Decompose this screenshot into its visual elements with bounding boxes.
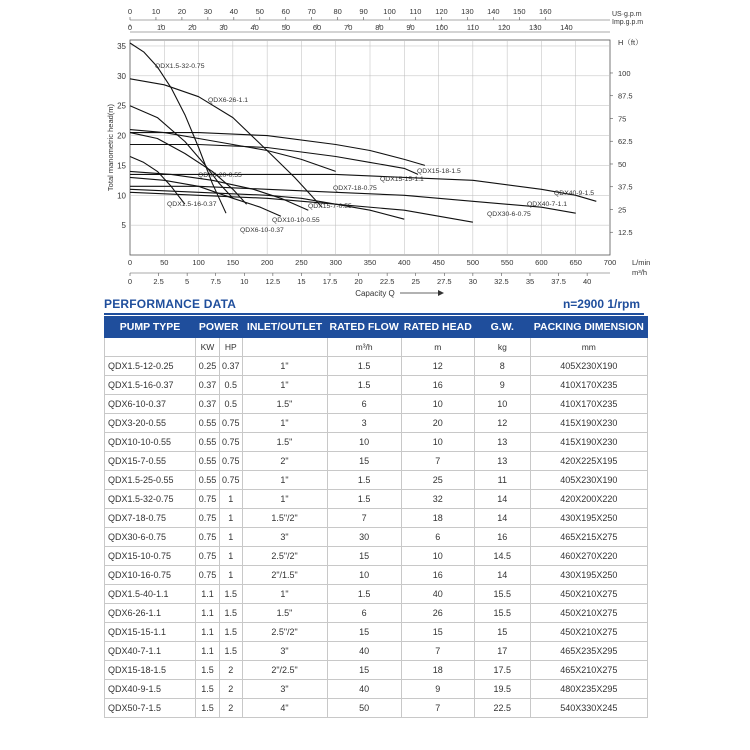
cell-rated-flow: 1.5 — [327, 376, 401, 395]
curve-qdx15-15-1_1 — [130, 145, 418, 175]
cell-gw: 15.5 — [474, 604, 530, 623]
x-axis-lmin-tick-label: 150 — [226, 258, 240, 267]
table-row — [105, 680, 648, 699]
cell-inlet-outlet: 1" — [242, 376, 327, 395]
cell-packing: 420X225X195 — [530, 452, 647, 471]
table-row — [105, 376, 648, 395]
cell-gw: 10 — [474, 395, 530, 414]
cell-packing: 460X270X220 — [530, 547, 647, 566]
cell-inlet-outlet: 2.5"/2" — [242, 623, 327, 642]
right-axis-tick-label: 62.5 — [618, 137, 633, 147]
table-row — [105, 414, 648, 433]
cell-inlet-outlet: 1.5"/2" — [242, 509, 327, 528]
x-axis-lmin-tick-label: 0 — [127, 258, 133, 267]
unit-cell-hp: HP — [220, 338, 243, 357]
cell-rated-flow: 40 — [327, 680, 401, 699]
cell-kw: 0.55 — [196, 471, 220, 490]
col-header-rated-flow: RATED FLOW — [327, 317, 401, 338]
top-axis-imp-unit: Imp.g.p.m — [612, 19, 644, 26]
top-axis-imp-tick-label: 120 — [497, 23, 511, 32]
col-header-rated-head: RATED HEAD — [401, 317, 474, 338]
top-axis-imp-tick-label: 110 — [466, 23, 479, 32]
cell-hp: 0.75 — [220, 433, 243, 452]
cell-hp: 1 — [220, 566, 243, 585]
col-header-gw: G.W. — [474, 317, 530, 338]
right-axis-tick-label: 37.5 — [618, 182, 633, 192]
cell-packing: 540X330X245 — [530, 699, 647, 718]
cell-pump-type: QDX15-15-1.1 — [105, 623, 196, 642]
cell-pump-type: QDX30-6-0.75 — [105, 528, 196, 547]
cell-rated-flow: 1.5 — [327, 585, 401, 604]
cell-gw: 13 — [474, 433, 530, 452]
cell-rated-head: 18 — [401, 661, 474, 680]
cell-packing: 420X200X220 — [530, 490, 647, 509]
cell-inlet-outlet: 1.5" — [242, 395, 327, 414]
x-axis-m3h-tick-label: 20 — [354, 277, 363, 286]
top-axis-us-tick-label: 80 — [333, 7, 342, 16]
cell-pump-type: QDX1.5-16-0.37 — [105, 376, 196, 395]
cell-pump-type: QDX50-7-1.5 — [105, 699, 196, 718]
cell-rated-flow: 15 — [327, 547, 401, 566]
cell-rated-flow: 6 — [327, 604, 401, 623]
right-axis-tick-label: 100 — [618, 68, 631, 78]
cell-rated-flow: 10 — [327, 433, 401, 452]
cell-hp: 2 — [220, 680, 243, 699]
cell-pump-type: QDX40-9-1.5 — [105, 680, 196, 699]
cell-kw: 0.75 — [196, 547, 220, 566]
top-axis-imp-tick-label: 30 — [219, 23, 228, 32]
top-axis-imp-tick-label: 40 — [250, 23, 259, 32]
cell-inlet-outlet: 2" — [242, 452, 327, 471]
cell-hp: 1 — [220, 528, 243, 547]
cell-gw: 15.5 — [474, 585, 530, 604]
right-axis-tick-label: 50 — [618, 159, 627, 169]
x-axis-m3h-tick-label: 40 — [582, 277, 592, 286]
table-row — [105, 433, 648, 452]
cell-packing: 430X195X250 — [530, 509, 647, 528]
y-axis-tick-label: 30 — [117, 71, 126, 81]
x-axis-m3h-tick-label: 17.5 — [322, 277, 338, 286]
cell-hp: 1.5 — [220, 585, 243, 604]
x-axis-lmin-tick-label: 600 — [535, 258, 548, 267]
cell-gw: 12 — [474, 414, 530, 433]
cell-inlet-outlet: 3" — [242, 528, 327, 547]
table-row — [105, 699, 648, 718]
y-axis-tick-label: 15 — [117, 161, 126, 171]
cell-inlet-outlet: 1.5" — [242, 433, 327, 452]
cell-rated-flow: 40 — [327, 642, 401, 661]
top-axis-us-unit: US·g.p.m — [612, 11, 642, 18]
x-axis-title: Capacity Q — [355, 289, 395, 298]
table-row — [105, 490, 648, 509]
cell-rated-flow: 15 — [327, 452, 401, 471]
cell-gw: 19.5 — [474, 680, 530, 699]
cell-packing: 450X210X275 — [530, 585, 647, 604]
top-axis-imp-tick-label: 100 — [435, 23, 448, 32]
cell-kw: 0.75 — [196, 509, 220, 528]
cell-rated-flow: 1.5 — [327, 471, 401, 490]
cell-packing: 465X210X275 — [530, 661, 647, 680]
cell-rated-head: 10 — [401, 395, 474, 414]
cell-packing: 465X235X295 — [530, 642, 647, 661]
y-axis-tick-label: 20 — [117, 131, 126, 141]
cell-packing: 480X235X295 — [530, 680, 647, 699]
cell-gw: 15 — [474, 623, 530, 642]
top-axis-imp-tick-label: 10 — [157, 23, 166, 32]
x-axis-m3h-tick-label: 12.5 — [265, 277, 281, 286]
x-axis-m3h-tick-label: 35 — [525, 277, 535, 286]
right-axis-tick-label: 12.5 — [618, 228, 633, 238]
cell-inlet-outlet: 3" — [242, 642, 327, 661]
curve-label: QDX7-18-0.75 — [333, 185, 377, 192]
performance-data-table — [104, 316, 648, 718]
x-axis-m3h-tick-label: 30 — [468, 277, 478, 286]
table-row — [105, 471, 648, 490]
top-axis-us-tick-label: 70 — [307, 7, 316, 16]
x-axis-m3h-tick-label: 22.5 — [379, 277, 395, 286]
cell-packing: 430X195X250 — [530, 566, 647, 585]
cell-rated-flow: 50 — [327, 699, 401, 718]
cell-inlet-outlet: 2"/1.5" — [242, 566, 327, 585]
cell-rated-flow: 10 — [327, 566, 401, 585]
top-axis-imp-tick-label: 140 — [560, 23, 573, 32]
x-axis-m3h-tick-label: 5 — [185, 277, 190, 286]
x-axis-lmin-tick-label: 650 — [569, 258, 582, 267]
cell-hp: 0.37 — [220, 357, 243, 376]
curve-label: QDX6-26-1.1 — [208, 97, 249, 104]
x-axis-lmin-tick-label: 200 — [260, 258, 274, 267]
x-axis-m3h-tick-label: 15 — [297, 277, 306, 286]
cell-rated-flow: 6 — [327, 395, 401, 414]
curve-label: QDX10-10-0.55 — [272, 217, 320, 224]
top-axis-us-tick-label: 0 — [127, 7, 133, 16]
cell-rated-head: 12 — [401, 357, 474, 376]
table-row — [105, 642, 648, 661]
top-axis-us-tick-label: 140 — [487, 7, 500, 16]
right-axis-unit: H（ft） — [618, 38, 643, 47]
x-axis-m3h-tick-label: 37.5 — [551, 277, 566, 286]
cell-pump-type: QDX1.5-40-1.1 — [105, 585, 196, 604]
unit-cell-kw: KW — [196, 338, 220, 357]
x-axis-m3h-tick-label: 27.5 — [436, 277, 452, 286]
curve-label: QDX1.5-32-0.75 — [155, 63, 205, 70]
table-row — [105, 509, 648, 528]
top-axis-imp-tick-label: 130 — [528, 23, 542, 32]
cell-rated-head: 9 — [401, 680, 474, 699]
x-axis-lmin-tick-label: 500 — [466, 258, 480, 267]
cell-hp: 1.5 — [220, 623, 243, 642]
cell-rated-head: 16 — [401, 376, 474, 395]
curve-label: QDX15-15-1.1 — [380, 176, 424, 183]
cell-kw: 0.55 — [196, 433, 220, 452]
cell-inlet-outlet: 4" — [242, 699, 327, 718]
cell-kw: 0.55 — [196, 452, 220, 471]
cell-kw: 1.5 — [196, 680, 220, 699]
cell-hp: 1 — [220, 547, 243, 566]
table-row — [105, 566, 648, 585]
cell-pump-type: QDX40-7-1.1 — [105, 642, 196, 661]
cell-pump-type: QDX15-18-1.5 — [105, 661, 196, 680]
cell-rated-head: 7 — [401, 452, 474, 471]
cell-hp: 0.75 — [220, 414, 243, 433]
cell-packing: 405X230X190 — [530, 471, 647, 490]
top-axis-us-tick-label: 60 — [281, 7, 290, 16]
cell-inlet-outlet: 2.5"/2" — [242, 547, 327, 566]
right-axis-tick-label: 87.5 — [618, 91, 633, 101]
cell-rated-flow: 7 — [327, 509, 401, 528]
cell-kw: 0.37 — [196, 395, 220, 414]
cell-inlet-outlet: 1" — [242, 357, 327, 376]
unit-cell-head: m — [401, 338, 474, 357]
table-unit-row — [105, 338, 648, 357]
cell-pump-type: QDX15-10-0.75 — [105, 547, 196, 566]
cell-hp: 0.5 — [220, 376, 243, 395]
cell-pump-type: QDX10-16-0.75 — [105, 566, 196, 585]
cell-hp: 1 — [220, 509, 243, 528]
table-row — [105, 661, 648, 680]
cell-rated-head: 26 — [401, 604, 474, 623]
cell-packing: 450X210X275 — [530, 604, 647, 623]
top-axis-us-tick-label: 100 — [383, 7, 396, 16]
cell-gw: 14.5 — [474, 547, 530, 566]
col-header-packing-dimension: PACKING DIMENSION — [530, 317, 647, 338]
x-axis-lmin-tick-label: 300 — [329, 258, 342, 267]
cell-gw: 13 — [474, 452, 530, 471]
curve-label: QDX15-18-1.5 — [417, 168, 461, 175]
cell-rated-head: 25 — [401, 471, 474, 490]
top-axis-imp-tick-label: 70 — [344, 23, 353, 32]
top-axis-us-tick-label: 120 — [435, 7, 448, 16]
performance-data-header — [104, 297, 644, 315]
top-axis-us-tick-label: 130 — [461, 7, 474, 16]
unit-cell-flow: m³/h — [327, 338, 401, 357]
cell-rated-flow: 1.5 — [327, 357, 401, 376]
cell-rated-flow: 1.5 — [327, 490, 401, 509]
cell-hp: 0.75 — [220, 452, 243, 471]
cell-kw: 1.1 — [196, 642, 220, 661]
cell-rated-head: 20 — [401, 414, 474, 433]
x-axis-m3h-tick-label: 2.5 — [153, 277, 164, 286]
cell-kw: 1.5 — [196, 661, 220, 680]
cell-rated-head: 6 — [401, 528, 474, 547]
curve-label: QDX15-7-0.55 — [308, 203, 352, 210]
cell-gw: 14 — [474, 509, 530, 528]
cell-kw: 0.55 — [196, 414, 220, 433]
table-row — [105, 395, 648, 414]
curve-label: QDX6-10-0.37 — [240, 227, 284, 234]
cell-rated-flow: 3 — [327, 414, 401, 433]
col-header-inlet-outlet: INLET/OUTLET — [242, 317, 327, 338]
table-row — [105, 357, 648, 376]
x-axis-lmin-tick-label: 400 — [398, 258, 411, 267]
cell-rated-flow: 15 — [327, 623, 401, 642]
x-axis-m3h-tick-label: 10 — [240, 277, 249, 286]
cell-kw: 0.75 — [196, 528, 220, 547]
cell-kw: 0.75 — [196, 490, 220, 509]
cell-rated-head: 7 — [401, 642, 474, 661]
cell-pump-type: QDX1.5-32-0.75 — [105, 490, 196, 509]
col-header-pump-type: PUMP TYPE — [105, 317, 196, 338]
curve-label: QDX3-20-0.55 — [198, 172, 242, 179]
cell-rated-flow: 30 — [327, 528, 401, 547]
cell-gw: 16 — [474, 528, 530, 547]
cell-pump-type: QDX10-10-0.55 — [105, 433, 196, 452]
table-row — [105, 547, 648, 566]
cell-pump-type: QDX1.5-12-0.25 — [105, 357, 196, 376]
curve-qdx6-10-0_37 — [130, 177, 281, 216]
top-axis-imp-tick-label: 20 — [188, 23, 197, 32]
cell-hp: 1 — [220, 490, 243, 509]
cell-kw: 0.25 — [196, 357, 220, 376]
cell-packing: 415X190X230 — [530, 414, 647, 433]
x-axis-m3h-tick-label: 7.5 — [210, 277, 221, 286]
top-axis-imp-tick-label: 90 — [406, 23, 415, 32]
cell-gw: 14 — [474, 490, 530, 509]
top-axis-us-tick-label: 20 — [177, 7, 187, 16]
cell-hp: 0.5 — [220, 395, 243, 414]
cell-kw: 1.1 — [196, 623, 220, 642]
cell-rated-head: 16 — [401, 566, 474, 585]
x-axis-lmin-tick-label: 700 — [603, 258, 617, 267]
cell-inlet-outlet: 3" — [242, 680, 327, 699]
table-row — [105, 585, 648, 604]
table-row — [105, 452, 648, 471]
rated-speed-label: n=2900 1/rpm — [562, 297, 640, 311]
cell-gw: 17 — [474, 642, 530, 661]
cell-hp: 2 — [220, 699, 243, 718]
cell-hp: 1.5 — [220, 642, 243, 661]
x-axis-lmin-tick-label: 100 — [192, 258, 205, 267]
cell-kw: 0.37 — [196, 376, 220, 395]
cell-inlet-outlet: 1" — [242, 471, 327, 490]
cell-gw: 14 — [474, 566, 530, 585]
cell-gw: 9 — [474, 376, 530, 395]
x-axis-lmin-unit: L/min — [632, 258, 651, 267]
cell-packing: 465X215X275 — [530, 528, 647, 547]
y-axis-tick-label: 35 — [117, 41, 126, 51]
cell-hp: 0.75 — [220, 471, 243, 490]
x-axis-m3h-unit: m³/h — [632, 268, 647, 277]
unit-cell-packing: mm — [530, 338, 647, 357]
curve-label: QDX1.5-16-0.37 — [167, 201, 217, 208]
col-header-power: POWER — [196, 317, 243, 338]
x-axis-lmin-tick-label: 550 — [500, 258, 514, 267]
cell-hp: 1.5 — [220, 604, 243, 623]
top-axis-us-tick-label: 110 — [409, 7, 422, 16]
cell-pump-type: QDX6-10-0.37 — [105, 395, 196, 414]
pump-performance-curve-chart — [0, 0, 750, 300]
top-axis-us-tick-label: 50 — [255, 7, 264, 16]
curve-qdx1_5-16-0_37 — [130, 157, 185, 205]
right-axis-tick-label: 25 — [618, 205, 627, 215]
top-axis-imp-tick-label: 60 — [312, 23, 322, 32]
cell-kw: 1.1 — [196, 585, 220, 604]
x-axis-m3h-tick-label: 0 — [127, 277, 133, 286]
curve-label: QDX30-6-0.75 — [487, 211, 531, 218]
cell-pump-type: QDX3-20-0.55 — [105, 414, 196, 433]
cell-inlet-outlet: 1" — [242, 585, 327, 604]
top-axis-us-tick-label: 90 — [359, 7, 368, 16]
x-axis-lmin-tick-label: 450 — [432, 258, 445, 267]
cell-gw: 22.5 — [474, 699, 530, 718]
cell-gw: 11 — [474, 471, 530, 490]
cell-rated-head: 40 — [401, 585, 474, 604]
cell-packing: 410X170X235 — [530, 376, 647, 395]
x-axis-arrowhead — [438, 290, 444, 296]
cell-packing: 405X230X190 — [530, 357, 647, 376]
cell-pump-type: QDX1.5-25-0.55 — [105, 471, 196, 490]
cell-inlet-outlet: 1" — [242, 414, 327, 433]
cell-gw: 17.5 — [474, 661, 530, 680]
cell-kw: 0.75 — [196, 566, 220, 585]
cell-pump-type: QDX6-26-1.1 — [105, 604, 196, 623]
performance-data-title: PERFORMANCE DATA — [104, 297, 237, 311]
top-axis-us-tick-label: 40 — [229, 7, 238, 16]
cell-pump-type: QDX7-18-0.75 — [105, 509, 196, 528]
cell-packing: 450X210X275 — [530, 623, 647, 642]
y-axis-tick-label: 5 — [121, 221, 126, 231]
cell-inlet-outlet: 2"/2.5" — [242, 661, 327, 680]
unit-cell-pump-type — [105, 338, 196, 357]
top-axis-imp-tick-label: 0 — [127, 23, 133, 32]
curve-label: QDX40-9-1.5 — [554, 190, 595, 197]
cell-rated-head: 7 — [401, 699, 474, 718]
cell-inlet-outlet: 1" — [242, 490, 327, 509]
unit-cell-inlet — [242, 338, 327, 357]
cell-rated-flow: 15 — [327, 661, 401, 680]
top-axis-us-tick-label: 10 — [151, 7, 161, 16]
top-axis-imp-tick-label: 80 — [375, 23, 384, 32]
cell-kw: 1.1 — [196, 604, 220, 623]
cell-pump-type: QDX15-7-0.55 — [105, 452, 196, 471]
x-axis-m3h-tick-label: 32.5 — [494, 277, 509, 286]
curve-label: QDX40-7-1.1 — [527, 201, 568, 208]
right-axis-tick-label: 75 — [618, 114, 627, 124]
cell-packing: 415X190X230 — [530, 433, 647, 452]
y-axis-tick-label: 25 — [117, 101, 126, 111]
table-row — [105, 528, 648, 547]
x-axis-lmin-tick-label: 350 — [363, 258, 377, 267]
unit-cell-weight: kg — [474, 338, 530, 357]
cell-rated-head: 10 — [401, 433, 474, 452]
cell-kw: 1.5 — [196, 699, 220, 718]
table-header-row — [105, 317, 648, 338]
cell-gw: 8 — [474, 357, 530, 376]
table-body — [105, 357, 648, 718]
x-axis-lmin-tick-label: 250 — [295, 258, 308, 267]
cell-rated-head: 32 — [401, 490, 474, 509]
cell-hp: 2 — [220, 661, 243, 680]
cell-packing: 410X170X235 — [530, 395, 647, 414]
cell-inlet-outlet: 1.5" — [242, 604, 327, 623]
table-row — [105, 604, 648, 623]
y-axis-title: Total manometric head(m) — [106, 103, 115, 192]
cell-rated-head: 15 — [401, 623, 474, 642]
table-row — [105, 623, 648, 642]
y-axis-tick-label: 10 — [117, 191, 126, 201]
top-axis-imp-tick-label: 50 — [281, 23, 291, 32]
x-axis-lmin-tick-label: 50 — [160, 258, 169, 267]
x-axis-m3h-tick-label: 25 — [411, 277, 420, 286]
cell-rated-head: 10 — [401, 547, 474, 566]
top-axis-us-tick-label: 150 — [513, 7, 526, 16]
cell-rated-head: 18 — [401, 509, 474, 528]
top-axis-us-tick-label: 160 — [539, 7, 552, 16]
top-axis-us-tick-label: 30 — [203, 7, 213, 16]
